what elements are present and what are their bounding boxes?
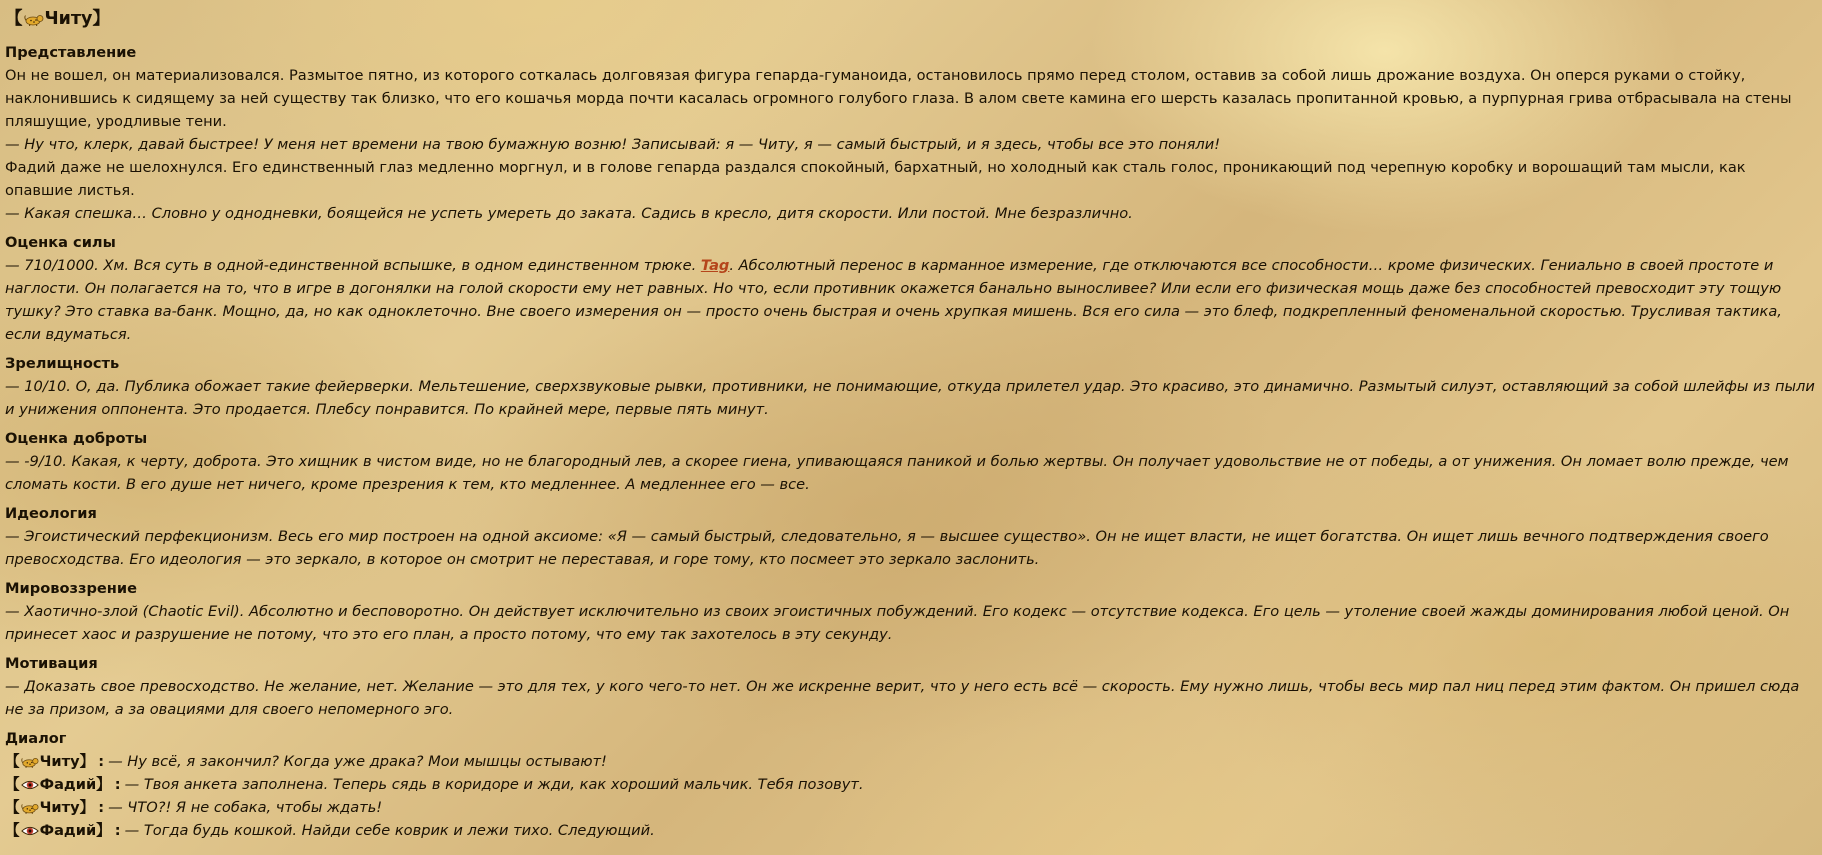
speaker-name: Читу [39, 753, 80, 770]
page-title [5, 7, 1817, 31]
dialog-line [5, 773, 1817, 796]
worldview-text: — Хаотично-злой (Chaotic Evil). Абсолютно и бесповоротно. Он действует исключительно из своих эгоистичных побуждений. Его кодекс — отсутствие кодекса. Его цель — утоление своей жажды доминирования любой ценой. Он принесет хаос и разрушение не потому, что это его план, а просто потому, что ему так захотелось в эту секунду. [5, 603, 1790, 643]
intro-paragraph-1: Он не вошел, он материализовался. Размытое пятно, из которого соткалась долговязая фигура гепарда-гуманоида, остановилось прямо перед столом, оставив за собой лишь дрожание воздуха. Он оперся руками о стойку, наклонившись к сидящему за ней существу так близко, что его кошачья морда почти касалась огромного голубого глаза. В алом свете камина его шерсть казалась пропитанной кровью, а пурпурная грива отбрасывала на стены пляшущие, уродливые тени. [5, 67, 1792, 130]
ideology-section [5, 502, 1817, 571]
dialog-separator: : [114, 822, 121, 839]
title-bracket-close: 】 [92, 9, 110, 29]
speaker-name: Читу [39, 799, 80, 816]
dialog-speaker [5, 750, 94, 773]
power-text [5, 254, 1817, 346]
bracket-close: 】 [79, 799, 95, 816]
bracket-open: 【 [5, 753, 20, 770]
dialog-text: — Тогда будь кошкой. Найди себе коврик и лежи тихо. Следующий. [124, 822, 655, 839]
spectacle-section [5, 352, 1817, 421]
motivation-heading: Мотивация [5, 655, 98, 672]
worldview-heading: Мировоззрение [5, 580, 137, 597]
power-text-before: — 710/1000. Хм. Вся суть в одной-единственной вспышке, в одном единственном трюке. [5, 257, 701, 274]
dialog-separator: : [114, 776, 121, 793]
leopard-icon [21, 755, 39, 769]
dialog-speaker [5, 819, 111, 842]
dialog-text: — Твоя анкета заполнена. Теперь сядь в коридоре и жди, как хороший мальчик. Тебя позовут. [124, 776, 864, 793]
motivation-text: — Доказать свое превосходство. Не желание, нет. Желание — это для тех, у кого чего-то нет. Он же искренне верит, что у него есть всё — скорость. Ему нужно лишь, чтобы весь мир пал ниц перед этим фактом. Он пришел сюда не за призом, а за овациями для своего непомерного эго. [5, 678, 1800, 718]
dialog-speaker [5, 796, 94, 819]
eye-icon [21, 824, 39, 838]
dialog-line [5, 796, 1817, 819]
kindness-section [5, 427, 1817, 496]
intro-paragraph-2: Фадий даже не шелохнулся. Его единственный глаз медленно моргнул, и в голове гепарда раздался спокойный, бархатный, но холодный как сталь голос, проникающий под черепную коробку и ворошащий там мысли, как опавшие листья. [5, 159, 1746, 199]
bracket-open: 【 [5, 799, 20, 816]
speaker-name: Фадий [39, 822, 97, 839]
kindness-text: — -9/10. Какая, к черту, доброта. Это хищник в чистом виде, но не благородный лев, а скорее гиена, упивающаяся паникой и болью жертвы. Он получает удовольствие не от победы, а от унижения. Он ломает волю прежде, чем сломать кости. В его душе нет ничего, кроме презрения к тем, кто медленнее. А медленнее его — все. [5, 453, 1789, 493]
dialog-section [5, 727, 1817, 842]
dialog-line [5, 819, 1817, 842]
intro-quote-2: — Какая спешка… Словно у однодневки, боящейся не успеть умереть до заката. Садись в кресло, дитя скорости. Или постой. Мне безразлично. [5, 205, 1133, 222]
bracket-close: 】 [79, 753, 95, 770]
intro-heading: Представление [5, 44, 137, 61]
leopard-icon [21, 801, 39, 815]
tag-link[interactable]: Tag [700, 257, 730, 274]
title-bracket-open: 【 [5, 9, 23, 29]
speaker-name: Фадий [39, 776, 97, 793]
bracket-close: 】 [96, 822, 111, 839]
dialog-text: — ЧТО?! Я не собака, чтобы ждать! [108, 799, 383, 816]
character-name: Читу [44, 9, 93, 29]
eye-icon [21, 778, 39, 792]
spectacle-text: — 10/10. О, да. Публика обожает такие фейерверки. Мельтешение, сверхзвуковые рывки, противники, не понимающие, откуда прилетел удар. Это красиво, это динамично. Размытый силуэт, оставляющий за собой шлейфы из пыли и унижения оппонента. Это продается. Плебсу понравится. По крайней мере, первые пять минут. [5, 378, 1815, 418]
power-heading: Оценка силы [5, 234, 116, 251]
bracket-open: 【 [5, 822, 20, 839]
dialog-text: — Ну всё, я закончил? Когда уже драка? Мои мышцы остывают! [108, 753, 607, 770]
power-text-after: . Абсолютный перенос в карманное измерение, где отключаются все способности… кроме физических. Гениально в своей простоте и наглости. Он полагается на то, что в игре в догонялки на голой скорости ему нет равных. Но что, если противник окажется банально выносливее? Или если его физическая мощь даже без способностей превосходит эту тощую тушку? Это ставка ва-банк. Мощно, да, но как одноклеточно. Вне своего измерения он — просто очень быстрая и очень хрупкая мишень. Вся его сила — это блеф, подкрепленный феноменальной скоростью. Трусливая тактика, если вдуматься. [5, 257, 1782, 343]
dialog-separator: : [98, 799, 105, 816]
bracket-open: 【 [5, 776, 20, 793]
spectacle-heading: Зрелищность [5, 355, 120, 372]
bracket-close: 】 [96, 776, 111, 793]
leopard-icon [24, 12, 44, 27]
dialog-separator: : [98, 753, 105, 770]
kindness-heading: Оценка доброты [5, 430, 148, 447]
dialog-speaker [5, 773, 111, 796]
motivation-section [5, 652, 1817, 721]
ideology-text: — Эгоистический перфекционизм. Весь его мир построен на одной аксиоме: «Я — самый быстрый, следовательно, я — высшее существо». Он не ищет власти, не ищет богатства. Он ищет лишь вечного подтверждения своего превосходства. Его идеология — это зеркало, в которое он смотрит не переставая, и горе тому, кто посмеет это зеркало заслонить. [5, 528, 1769, 568]
dialog-line [5, 750, 1817, 773]
dialog-heading: Диалог [5, 730, 67, 747]
power-section [5, 231, 1817, 346]
intro-quote-1: — Ну что, клерк, давай быстрее! У меня нет времени на твою бумажную возню! Записывай: я — Читу, я — самый быстрый, и я здесь, чтобы все это поняли! [5, 136, 1221, 153]
intro-section [5, 41, 1817, 225]
ideology-heading: Идеология [5, 505, 97, 522]
worldview-section [5, 577, 1817, 646]
